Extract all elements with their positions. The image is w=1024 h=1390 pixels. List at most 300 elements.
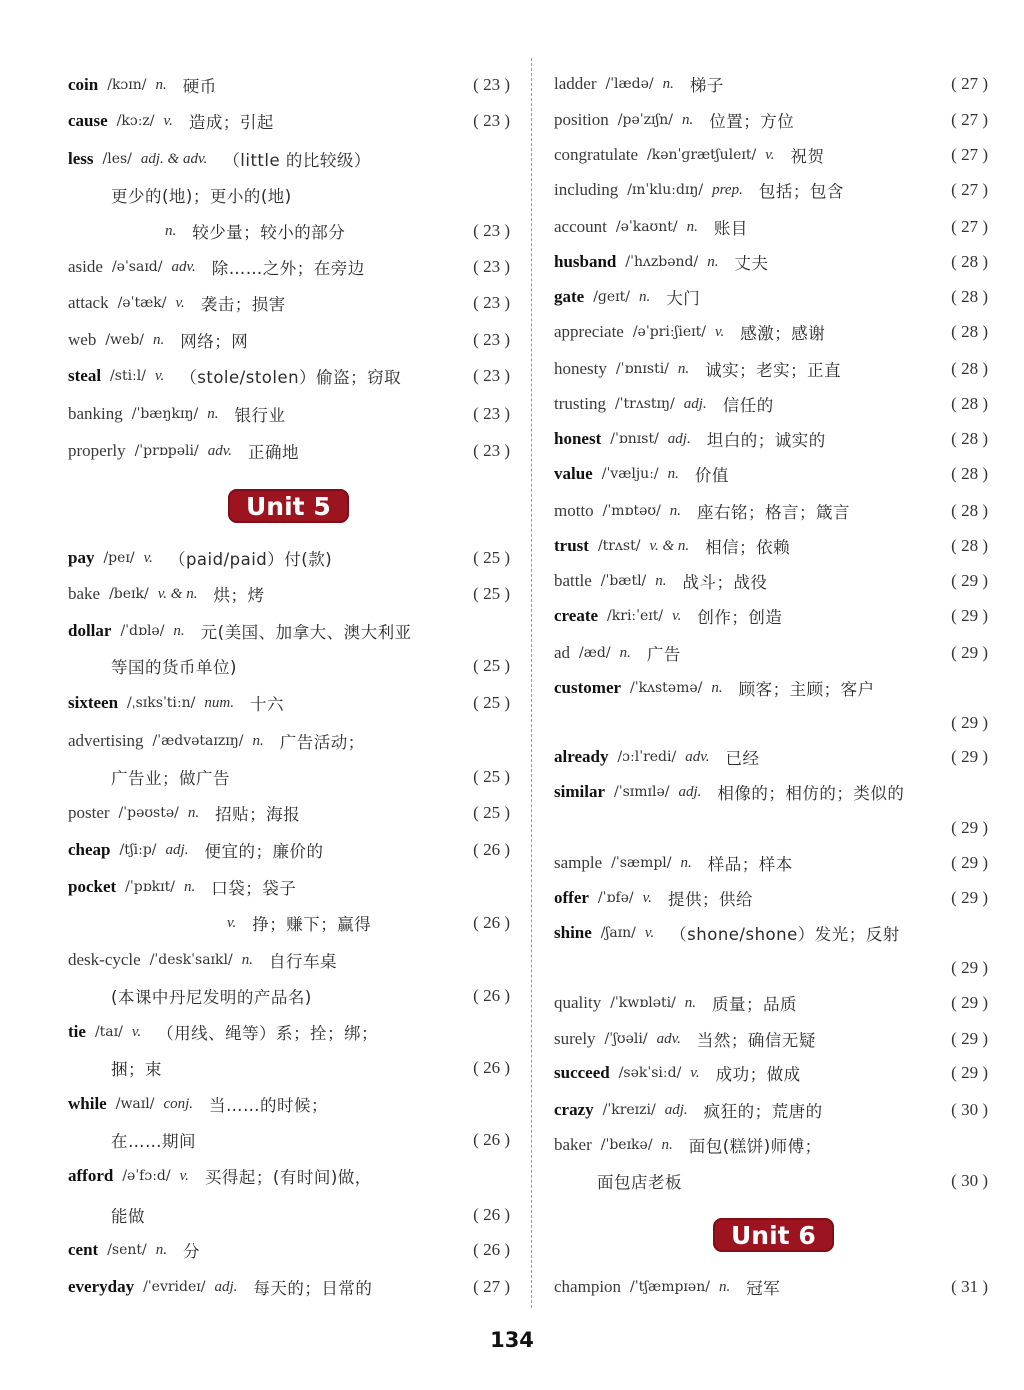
entry-page-ref: ( 29 ) — [951, 571, 988, 590]
entry-page-ref: ( 29 ) — [951, 853, 988, 872]
vocab-entry — [68, 946, 510, 974]
entry-page-ref: ( 28 ) — [951, 501, 988, 520]
vocab-entry — [68, 544, 510, 572]
entry-continuation — [554, 814, 988, 842]
entry-phonetic: /ˈmɒtəʊ/ — [602, 503, 661, 519]
entry-meaning: 祝贺 — [790, 147, 825, 166]
entry-meaning: 面包(糕饼)师傅； — [688, 1137, 822, 1156]
entry-page-ref: ( 28 ) — [951, 536, 988, 555]
entry-word: while — [68, 1094, 107, 1113]
entry-page-ref: ( 29 ) — [951, 606, 988, 625]
entry-meaning: 造成；引起 — [188, 113, 274, 132]
entry-continuation — [68, 1054, 510, 1082]
entry-word: ladder — [554, 74, 597, 93]
entry-pos: n. — [677, 360, 690, 377]
entry-meaning: 当……的时候； — [209, 1096, 329, 1115]
entry-pos: v. — [765, 146, 775, 163]
entry-meaning: 口袋；袋子 — [211, 879, 297, 898]
vocab-entry — [68, 836, 510, 864]
entry-word: less — [68, 149, 94, 168]
entry-phonetic: /les/ — [102, 151, 132, 167]
entry-phonetic: /əˈfɔːd/ — [122, 1168, 171, 1184]
entry-pos: adv. — [685, 748, 710, 765]
entry-phonetic: /ɪnˈkluːdɪŋ/ — [627, 182, 704, 198]
entry-page-ref: ( 26 ) — [473, 1205, 510, 1224]
entry-meaning: 在……期间 — [111, 1132, 196, 1151]
entry-page-ref: ( 23 ) — [473, 441, 510, 460]
entry-pos: v. — [154, 367, 165, 384]
entry-pos: n. — [207, 405, 219, 422]
entry-word: dollar — [68, 621, 112, 640]
vocab-entry — [554, 213, 988, 241]
entry-phonetic: /ˈɒfə/ — [597, 890, 634, 906]
entry-phonetic: /ˈevrideɪ/ — [143, 1279, 206, 1295]
entry-word: cheap — [68, 840, 111, 859]
vocab-entry — [68, 362, 510, 390]
entry-word: tie — [68, 1022, 86, 1041]
entry-meaning: 相信；依赖 — [705, 538, 791, 557]
entry-page-ref: ( 30 ) — [951, 1171, 988, 1190]
entry-pos: v. & n. — [649, 537, 690, 554]
vocab-entry — [554, 176, 988, 204]
entry-page-ref: ( 29 ) — [951, 958, 988, 977]
entry-page-ref: ( 23 ) — [473, 366, 510, 385]
entry-pos: adj. — [667, 430, 691, 447]
entry-phonetic: /ˈpəʊstə/ — [118, 805, 179, 821]
entry-page-ref: ( 29 ) — [951, 1063, 988, 1082]
entry-page-ref: ( 25 ) — [473, 584, 510, 603]
vocab-entry — [554, 743, 988, 771]
entry-word: poster — [68, 803, 110, 822]
entry-page-ref: ( 29 ) — [951, 818, 988, 837]
entry-word: succeed — [554, 1063, 610, 1082]
entry-page-ref: ( 26 ) — [473, 840, 510, 859]
entry-phonetic: /ʃaɪn/ — [600, 925, 636, 941]
entry-page-ref: ( 28 ) — [951, 359, 988, 378]
entry-page-ref: ( 25 ) — [473, 548, 510, 567]
entry-phonetic: /ˈɒnɪst/ — [610, 431, 659, 447]
vocab-entry — [554, 1131, 988, 1159]
unit-heading: Unit 6 — [713, 1218, 834, 1252]
entry-word: pocket — [68, 877, 117, 896]
entry-continuation — [554, 1167, 988, 1195]
entry-meaning: 更少的(地)；更小的(地) — [111, 187, 292, 206]
entry-pos: n. — [155, 76, 167, 93]
entry-page-ref: ( 26 ) — [473, 1130, 510, 1149]
entry-meaning: 广告业；做广告 — [111, 769, 230, 788]
entry-phonetic: /ɔːlˈredi/ — [617, 749, 677, 765]
vocab-entry — [554, 1059, 988, 1087]
vocab-entry — [554, 460, 988, 488]
entry-pos: n. — [684, 994, 697, 1011]
entry-phonetic: /əˈkaʊnt/ — [615, 219, 678, 235]
entry-pos: prep. — [712, 181, 743, 198]
entry-meaning: 战斗；战役 — [682, 573, 768, 592]
entry-page-ref: ( 27 ) — [951, 180, 988, 199]
entry-page-ref: ( 29 ) — [951, 1029, 988, 1048]
entry-pos: v. — [131, 1023, 142, 1040]
entry-meaning: 丈夫 — [734, 254, 769, 273]
entry-word: offer — [554, 888, 589, 907]
entry-meaning: 广告 — [646, 645, 681, 664]
entry-meaning: 已经 — [725, 749, 760, 768]
entry-phonetic: /səkˈsiːd/ — [618, 1065, 682, 1081]
entry-page-ref: ( 28 ) — [951, 287, 988, 306]
entry-word: desk-cycle — [68, 950, 141, 969]
vocab-entry — [554, 639, 988, 667]
entry-meaning: 网络；网 — [180, 332, 249, 351]
vocab-entry — [554, 884, 988, 912]
entry-word: pay — [68, 548, 95, 567]
entry-pos: n. — [241, 951, 253, 968]
entry-word: including — [554, 180, 619, 199]
entry-pos: adv. — [656, 1030, 681, 1047]
entry-meaning: 质量；品质 — [712, 995, 798, 1014]
vocab-entry — [554, 141, 988, 169]
entry-word: value — [554, 464, 593, 483]
vocab-entry — [68, 689, 510, 717]
entry-word: steal — [68, 366, 102, 385]
entry-pos: adj. — [664, 1101, 688, 1118]
entry-word: champion — [554, 1277, 622, 1296]
entry-phonetic: /ɡeɪt/ — [593, 289, 631, 305]
entry-meaning: 样品；样本 — [707, 855, 793, 874]
entry-phonetic: /sent/ — [107, 1242, 147, 1258]
entry-word: quality — [554, 993, 602, 1012]
entry-page-ref: ( 26 ) — [473, 913, 510, 932]
entry-word: ad — [554, 643, 571, 662]
vocab-entry — [554, 532, 988, 560]
entry-word: motto — [554, 501, 594, 520]
entry-word: web — [68, 330, 97, 349]
vocab-entry — [554, 106, 988, 134]
vocab-entry — [554, 778, 988, 806]
entry-pos: n. — [173, 622, 185, 639]
entry-phonetic: /ˈbætl/ — [600, 573, 647, 589]
entry-word: battle — [554, 571, 592, 590]
entry-continuation — [68, 909, 510, 937]
entry-meaning: 袭击；损害 — [200, 295, 286, 314]
entry-word: trusting — [554, 394, 606, 413]
entry-word: everyday — [68, 1277, 135, 1296]
entry-phonetic: /ˈædvətaɪzɪŋ/ — [152, 733, 244, 749]
entry-meaning: 面包店老板 — [597, 1173, 682, 1192]
entry-phonetic: /ˈtrʌstɪŋ/ — [614, 396, 675, 412]
entry-pos: adj. — [165, 841, 189, 858]
entry-meaning: 包括；包含 — [758, 182, 844, 201]
entry-phonetic: /əˈtæk/ — [117, 295, 167, 311]
entry-page-ref: ( 28 ) — [951, 322, 988, 341]
vocab-entry — [68, 1162, 510, 1190]
entry-word: crazy — [554, 1100, 594, 1119]
entry-word: similar — [554, 782, 605, 801]
entry-page-ref: ( 29 ) — [951, 643, 988, 662]
entry-word: properly — [68, 441, 126, 460]
entry-meaning: 招贴；海报 — [215, 805, 301, 824]
entry-pos: n. — [682, 111, 694, 128]
entry-phonetic: /əˈsaɪd/ — [111, 259, 163, 275]
entry-meaning: 疯狂的；荒唐的 — [703, 1102, 823, 1121]
entry-meaning: 账目 — [713, 219, 748, 238]
entry-pos: n. — [183, 878, 196, 895]
entry-pos: n. — [153, 331, 165, 348]
vocab-entry — [554, 1273, 988, 1301]
entry-meaning: 大门 — [666, 289, 701, 308]
entry-phonetic: /tʃiːp/ — [119, 842, 157, 858]
entry-meaning: 十六 — [249, 695, 284, 714]
entry-phonetic: /ˈdɒlə/ — [120, 623, 165, 639]
entry-meaning: 捆；束 — [111, 1060, 162, 1079]
entry-meaning: 等国的货币单位) — [111, 658, 237, 677]
entry-meaning: 座右铭；格言；箴言 — [697, 503, 851, 522]
entry-page-ref: ( 23 ) — [473, 330, 510, 349]
entry-meaning: （shone/shone）发光；反射 — [670, 925, 900, 944]
entry-pos: n. — [252, 732, 264, 749]
entry-phonetic: /kənˈɡrætʃuleɪt/ — [647, 147, 757, 163]
entry-word: position — [554, 110, 609, 129]
entry-pos: n. — [155, 1241, 168, 1258]
entry-page-ref: ( 26 ) — [473, 1240, 510, 1259]
entry-word: honest — [554, 429, 602, 448]
entry-word: aside — [68, 257, 103, 276]
entry-phonetic: /ˈkwɒləti/ — [610, 995, 676, 1011]
vocab-entry — [554, 248, 988, 276]
entry-word: create — [554, 606, 599, 625]
entry-phonetic: /ˈlædə/ — [605, 76, 654, 92]
entry-meaning: 买得起；(有时间)做， — [204, 1168, 372, 1187]
entry-meaning: 梯子 — [689, 76, 724, 95]
entry-meaning: 银行业 — [234, 406, 286, 425]
entry-phonetic: /trʌst/ — [597, 538, 641, 554]
entry-meaning: 位置；方位 — [709, 112, 795, 131]
entry-pos: n. — [707, 253, 719, 270]
entry-meaning: (本课中丹尼发明的产品名) — [111, 988, 312, 1007]
entry-meaning: 相像的；相仿的；类似的 — [717, 784, 905, 803]
entry-page-ref: ( 23 ) — [473, 221, 510, 240]
vocab-entry — [68, 71, 510, 99]
entry-word: already — [554, 747, 609, 766]
entry-page-ref: ( 28 ) — [951, 394, 988, 413]
entry-continuation — [68, 181, 510, 209]
entry-pos: n. — [667, 465, 679, 482]
entry-meaning: 元(美国、加拿大、澳大利亚 — [200, 623, 412, 642]
entry-meaning: 顾客；主顾；客户 — [738, 680, 875, 699]
vocab-entry — [68, 253, 510, 281]
vocab-entry — [68, 1236, 510, 1264]
entry-page-ref: ( 30 ) — [951, 1100, 988, 1119]
vocab-entry — [554, 497, 988, 525]
entry-meaning: 价值 — [694, 466, 729, 485]
entry-page-ref: ( 29 ) — [951, 993, 988, 1012]
entry-pos: n. — [680, 854, 692, 871]
entry-meaning: 成功；做成 — [715, 1065, 801, 1084]
entry-page-ref: ( 28 ) — [951, 429, 988, 448]
entry-word: advertising — [68, 731, 144, 750]
entry-continuation — [554, 709, 988, 737]
column-divider — [531, 58, 532, 1308]
entry-meaning: 正确地 — [248, 443, 299, 462]
entry-meaning: 诚实；老实；正直 — [705, 361, 842, 380]
entry-word: cause — [68, 111, 108, 130]
entry-pos: adj. — [214, 1278, 238, 1295]
page-number: 134 — [490, 1328, 534, 1352]
entry-page-ref: ( 23 ) — [473, 257, 510, 276]
entry-phonetic: /peɪ/ — [103, 550, 135, 566]
entry-meaning: 分 — [183, 1242, 201, 1261]
entry-page-ref: ( 27 ) — [951, 74, 988, 93]
entry-continuation — [68, 652, 510, 680]
vocab-entry — [68, 1273, 510, 1301]
vocab-entry — [68, 400, 510, 428]
entry-pos: n. — [669, 502, 682, 519]
entry-meaning: 信任的 — [722, 396, 774, 415]
entry-pos: v. — [672, 607, 682, 624]
entry-meaning: 烘；烤 — [213, 586, 265, 605]
vocab-entry — [554, 318, 988, 346]
entry-phonetic: /ˈkreɪzi/ — [602, 1102, 656, 1118]
vocab-entry — [554, 390, 988, 418]
entry-page-ref: ( 23 ) — [473, 75, 510, 94]
vocab-entry — [554, 283, 988, 311]
entry-word: attack — [68, 293, 109, 312]
entry-page-ref: ( 25 ) — [473, 803, 510, 822]
entry-page-ref: ( 25 ) — [473, 693, 510, 712]
vocab-entry — [554, 355, 988, 383]
entry-pos: v. — [642, 889, 652, 906]
entry-phonetic: /ˈsæmpl/ — [611, 855, 672, 871]
entry-word: gate — [554, 287, 585, 306]
entry-word: shine — [554, 923, 592, 942]
entry-page-ref: ( 23 ) — [473, 293, 510, 312]
entry-pos: v. — [690, 1064, 700, 1081]
entry-page-ref: ( 28 ) — [951, 252, 988, 271]
entry-word: customer — [554, 678, 622, 697]
entry-word: cent — [68, 1240, 99, 1259]
entry-meaning: 提供；供给 — [667, 890, 753, 909]
entry-phonetic: /waɪl/ — [115, 1096, 155, 1112]
entry-pos: n. — [165, 222, 177, 239]
entry-page-ref: ( 28 ) — [951, 464, 988, 483]
vocab-entry — [68, 580, 510, 608]
vocab-entry — [554, 989, 988, 1017]
vocab-entry — [554, 1096, 988, 1124]
entry-pos: n. — [655, 572, 667, 589]
entry-page-ref: ( 23 ) — [473, 404, 510, 423]
entry-pos: v. — [644, 924, 655, 941]
vocab-entry — [68, 326, 510, 354]
entry-word: surely — [554, 1029, 596, 1048]
entry-pos: n. — [718, 1278, 731, 1295]
entry-word: account — [554, 217, 607, 236]
entry-phonetic: /kriːˈeɪt/ — [607, 608, 664, 624]
entry-page-ref: ( 26 ) — [473, 986, 510, 1005]
entry-phonetic: /web/ — [105, 332, 144, 348]
entry-pos: v. — [714, 323, 725, 340]
vocab-entry — [554, 849, 988, 877]
entry-meaning: 便宜的；廉价的 — [204, 842, 324, 861]
vocab-entry — [68, 799, 510, 827]
entry-pos: v. — [175, 294, 185, 311]
entry-word: sample — [554, 853, 603, 872]
entry-word: honesty — [554, 359, 607, 378]
entry-meaning: 当然；确信无疑 — [696, 1031, 816, 1050]
vocab-entry — [68, 873, 510, 901]
entry-continuation — [68, 217, 510, 245]
entry-phonetic: /pəˈzɪʃn/ — [617, 112, 673, 128]
entry-phonetic: /ˈpɒkɪt/ — [125, 879, 175, 895]
entry-word: banking — [68, 404, 123, 423]
entry-meaning: 感激；感谢 — [740, 324, 826, 343]
entry-page-ref: ( 25 ) — [473, 767, 510, 786]
entry-page-ref: ( 27 ) — [473, 1277, 510, 1296]
entry-page-ref: ( 29 ) — [951, 747, 988, 766]
entry-pos: adj. — [683, 395, 707, 412]
entry-word: afford — [68, 1166, 114, 1185]
entry-phonetic: /kɔːz/ — [116, 113, 155, 129]
entry-page-ref: ( 27 ) — [951, 145, 988, 164]
unit-heading: Unit 5 — [228, 489, 349, 523]
vocab-entry — [68, 437, 510, 465]
entry-pos: v. — [179, 1167, 189, 1184]
entry-meaning: 较少量；较小的部分 — [192, 223, 346, 242]
entry-phonetic: /ˈbæŋkɪŋ/ — [131, 406, 199, 422]
entry-meaning: 冠军 — [746, 1279, 781, 1298]
entry-phonetic: /kɔɪn/ — [107, 77, 147, 93]
entry-page-ref: ( 23 ) — [473, 111, 510, 130]
vocab-entry — [68, 145, 510, 173]
entry-pos: adj. — [678, 783, 702, 800]
entry-phonetic: /əˈpriːʃieɪt/ — [632, 324, 706, 340]
entry-pos: adj. & adv. — [140, 150, 208, 167]
entry-page-ref: ( 25 ) — [473, 656, 510, 675]
entry-meaning: 挣；赚下；赢得 — [252, 915, 372, 934]
vocab-entry — [554, 602, 988, 630]
entry-phonetic: /ˈtʃæmpɪən/ — [630, 1279, 710, 1295]
entry-word: appreciate — [554, 322, 624, 341]
vocab-entry — [68, 289, 510, 317]
entry-page-ref: ( 29 ) — [951, 713, 988, 732]
entry-pos: n. — [711, 679, 723, 696]
entry-phonetic: /ˌsɪksˈtiːn/ — [127, 695, 196, 711]
entry-page-ref: ( 27 ) — [951, 110, 988, 129]
entry-continuation — [68, 763, 510, 791]
entry-meaning: 每天的；日常的 — [253, 1279, 373, 1298]
entry-word: husband — [554, 252, 617, 271]
entry-phonetic: /ˈbeɪkə/ — [600, 1137, 653, 1153]
entry-pos: n. — [619, 644, 631, 661]
entry-phonetic: /ˈkʌstəmə/ — [630, 680, 703, 696]
entry-pos: n. — [662, 75, 674, 92]
entry-phonetic: /ˈprɒpəli/ — [134, 443, 199, 459]
vocab-entry — [68, 617, 510, 645]
entry-word: trust — [554, 536, 589, 555]
entry-word: sixteen — [68, 693, 119, 712]
vocab-entry — [554, 425, 988, 453]
entry-phonetic: /ˈdeskˈsaɪkl/ — [149, 952, 233, 968]
entry-pos: adv. — [171, 258, 196, 275]
entry-meaning: （stole/stolen）偷盗；窃取 — [180, 368, 402, 387]
entry-phonetic: /beɪk/ — [109, 586, 149, 602]
entry-page-ref: ( 31 ) — [951, 1277, 988, 1296]
entry-continuation — [68, 1126, 510, 1154]
vocab-entry — [68, 727, 510, 755]
entry-phonetic: /ˈsɪmɪlə/ — [614, 784, 670, 800]
entry-meaning: 能做 — [111, 1207, 145, 1226]
entry-continuation — [68, 982, 510, 1010]
entry-phonetic: /ˈvæljuː/ — [601, 466, 659, 482]
entry-continuation — [68, 1201, 510, 1229]
vocab-entry — [68, 1090, 510, 1118]
